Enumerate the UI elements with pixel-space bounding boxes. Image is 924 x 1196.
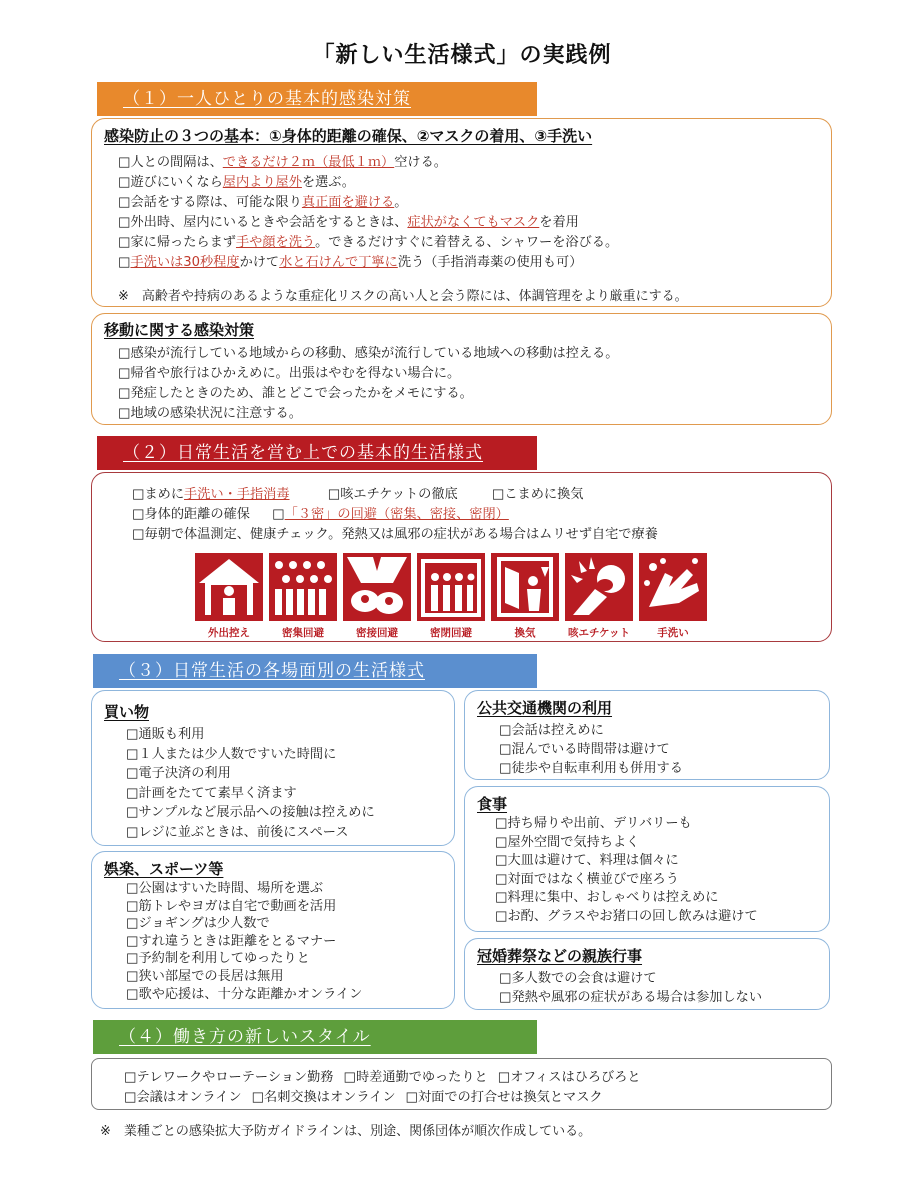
list-item: □ 地域の感染状況に注意する。 (118, 404, 618, 424)
section2-banner: （２）日常生活を営む上での基本的生活様式 (97, 436, 537, 470)
list-item: □ 遊びにいくなら屋内より屋外を選ぶ。 (118, 173, 618, 193)
list-item: □ 会話をする際は、可能な限り真正面を避ける。 (118, 193, 618, 213)
meal-heading: 食事 (477, 795, 508, 813)
list-item: □ 通販も利用 (126, 725, 375, 745)
pictogram-strip (195, 553, 715, 643)
list-item: □ 歌や応援は、十分な距離かオンライン (126, 986, 362, 1004)
list-item: □ 予約制を利用してゆったりと (126, 950, 362, 968)
list-item: □ お酌、グラスやお猪口の回し飲みは避けて (495, 908, 758, 927)
pictogram-label: 手洗い (657, 627, 689, 639)
work-style-box (91, 1058, 832, 1110)
list-item: □ 公園はすいた時間、場所を選ぶ (126, 880, 362, 898)
list-item: □ 持ち帰りや出前、デリバリーも (495, 815, 758, 834)
risk-note: ※ 高齢者や持病のあるような重症化リスクの高い人と会う際には、体調管理をより厳重にする。 (118, 289, 688, 304)
closed-room-icon (417, 553, 485, 621)
list-item: □ 大皿は避けて、料理は個々に (495, 852, 758, 871)
shopping-heading: 買い物 (104, 703, 150, 721)
pictogram-label: 密閉回避 (430, 627, 472, 639)
ceremony-box (464, 938, 830, 1010)
list-item: □ 屋外空間で気持ちよく (495, 834, 758, 853)
list-item: □ 発症したときのため、誰とどこで会ったかをメモにする。 (118, 384, 618, 404)
list-item: □ ジョギングは少人数で (126, 915, 362, 933)
page-title: 「新しい生活様式」の実践例 (312, 43, 612, 68)
work-row-1: □テレワークやローテーション勤務 □時差通勤でゆったりと □オフィスはひろびろと (124, 1070, 641, 1085)
list-item: □ 徒歩や自転車利用も併用する (499, 759, 683, 778)
cough-icon (565, 553, 633, 621)
travel-infection-list (118, 344, 618, 424)
pictogram-label: 換気 (514, 627, 536, 639)
shopping-box (91, 690, 455, 846)
list-item: □ 帰省や旅行はひかえめに。出張はやむを得ない場合に。 (118, 364, 618, 384)
list-item: □ 電子決済の利用 (126, 764, 375, 784)
daily-row-2: □身体的距離の確保 □「３密」の回避（密集、密接、密閉） (132, 507, 509, 522)
travel-infection-box (91, 313, 832, 425)
section3-banner: （３）日常生活の各場面別の生活様式 (93, 654, 537, 688)
transit-heading: 公共交通機関の利用 (477, 699, 613, 717)
hand-wash-icon (639, 553, 707, 621)
pictogram-label: 外出控え (208, 627, 250, 639)
daily-row-3: □毎朝で体温測定、健康チェック。発熱又は風邪の症状がある場合はムリせず自宅で療養 (132, 527, 658, 542)
transit-box (464, 690, 830, 780)
list-item: □ すれ違うときは距離をとるマナー (126, 933, 362, 951)
list-item: □ 多人数での会食は避けて (499, 969, 762, 988)
list-item: □ 筋トレやヨガは自宅で動画を活用 (126, 898, 362, 916)
list-item: □ １人または少人数ですいた時間に (126, 745, 375, 765)
footnote: ※ 業種ごとの感染拡大予防ガイドラインは、別途、関係団体が順次作成している。 (100, 1124, 592, 1139)
leisure-heading: 娯楽、スポーツ等 (104, 860, 224, 878)
list-item: □ 対面ではなく横並びで座ろう (495, 871, 758, 890)
list-item: □ レジに並ぶときは、前後にスペース (126, 823, 375, 843)
meal-list (495, 815, 758, 927)
list-item: □ 会話は控えめに (499, 721, 683, 740)
pictogram-label: 密集回避 (282, 627, 324, 639)
work-row-2: □会議はオンライン □名刺交換はオンライン □対面での打合せは換気とマスク (124, 1090, 603, 1105)
pictogram-label: 密接回避 (356, 627, 398, 639)
shopping-list (126, 725, 375, 842)
basic-infection-box (91, 118, 832, 307)
list-item: □ 人との間隔は、できるだけ２ｍ（最低１ｍ）空ける。 (118, 153, 618, 173)
pictogram-label: 咳エチケット (567, 627, 631, 639)
daily-life-box (91, 472, 832, 642)
list-item: □ サンプルなど展示品への接触は控えめに (126, 803, 375, 823)
list-item: □ 混んでいる時間帯は避けて (499, 740, 683, 759)
list-item: □ 発熱や風邪の症状がある場合は参加しない (499, 988, 762, 1007)
daily-row-1: □まめに手洗い・手指消毒 □咳エチケットの徹底 □こまめに換気 (132, 487, 584, 502)
basic-infection-list (118, 153, 618, 273)
travel-infection-heading: 移動に関する感染対策 (104, 321, 255, 339)
leisure-box (91, 851, 455, 1009)
list-item: □ 料理に集中、おしゃべりは控えめに (495, 889, 758, 908)
list-item: □ 感染が流行している地域からの移動、感染が流行している地域への移動は控える。 (118, 344, 618, 364)
list-item: □ 外出時、屋内にいるときや会話をするときは、症状がなくてもマスクを着用 (118, 213, 618, 233)
crowd-icon (269, 553, 337, 621)
section1-banner: （１）一人ひとりの基本的感染対策 (97, 82, 537, 116)
ceremony-list (499, 969, 762, 1007)
leisure-list (126, 880, 362, 1003)
ceremony-heading: 冠婚葬祭などの親族行事 (477, 947, 643, 965)
ventilation-icon (491, 553, 559, 621)
meal-box (464, 786, 830, 932)
house-person-icon (195, 553, 263, 621)
section4-banner: （４）働き方の新しいスタイル (93, 1020, 537, 1054)
list-item: □ 家に帰ったらまず手や顔を洗う。できるだけすぐに着替える、シャワーを浴びる。 (118, 233, 618, 253)
list-item: □ 計画をたてて素早く済ます (126, 784, 375, 804)
transit-list (499, 721, 683, 778)
list-item: □ 手洗いは30秒程度かけて水と石けんで丁寧に洗う（手指消毒薬の使用も可） (118, 253, 618, 273)
basic-infection-heading: 感染防止の３つの基本：①身体的距離の確保、②マスクの着用、③手洗い (104, 127, 593, 145)
close-contact-icon (343, 553, 411, 621)
list-item: □ 狭い部屋での長居は無用 (126, 968, 362, 986)
